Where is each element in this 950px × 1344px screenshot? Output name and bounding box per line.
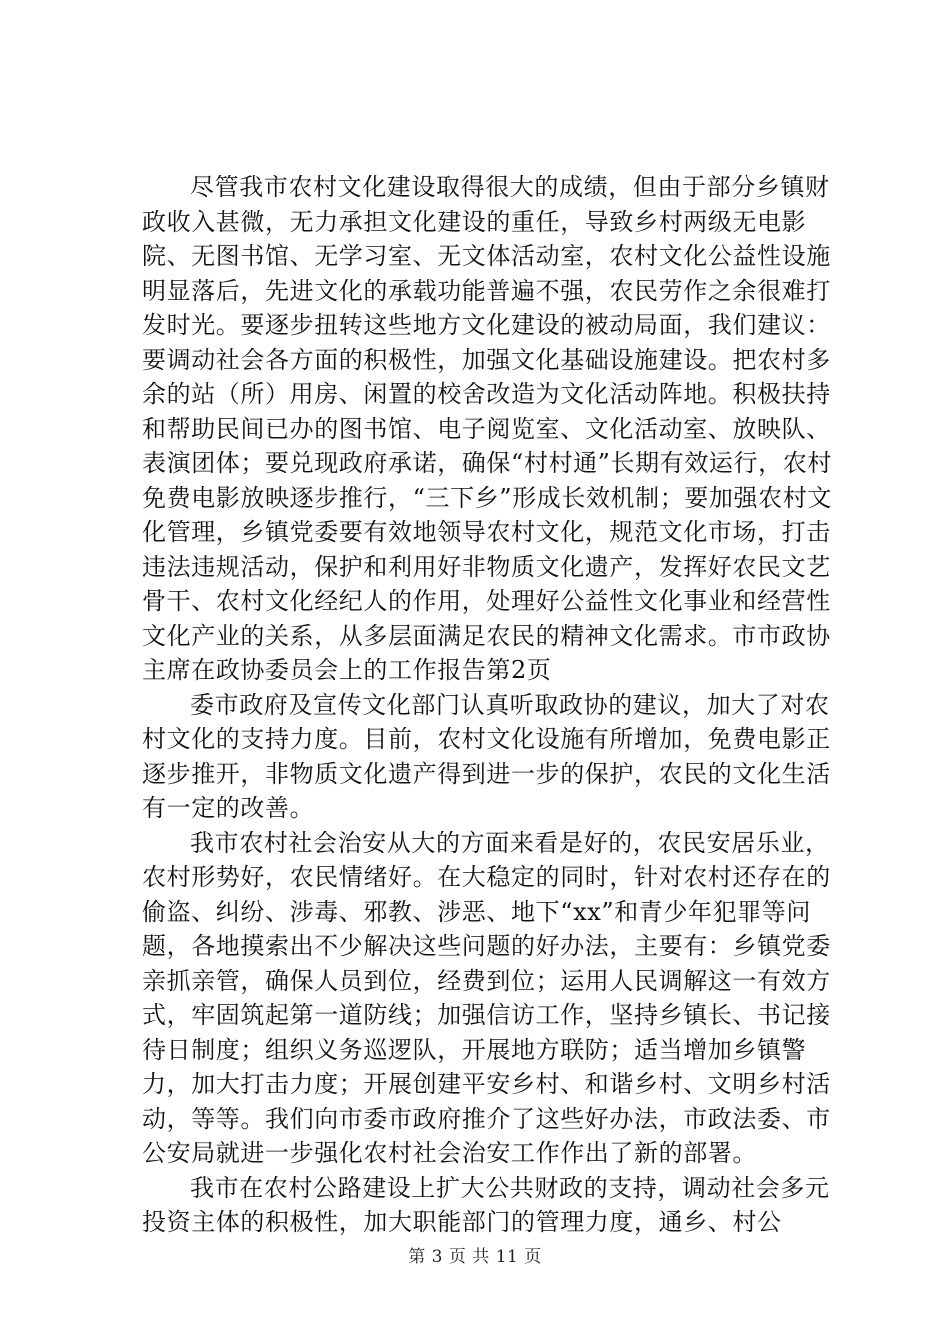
body-text [142,170,832,1240]
paragraph-rural-culture: 尽管我市农村文化建设取得很大的成绩，但由于部分乡镇财政收入甚微，无力承担文化建设的重任，导致乡村两级无电影院、无图书馆、无学习室、无文体活动室，农村文化公益性设施明显落后，先进文化的承载功能普遍不强，农民劳作之余很难打发时光。要逐步扭转这些地方文化建设的被动局面，我们建议：要调动社会各方面的积极性，加强文化基础设施建设。把农村多余的站（所）用房、闲置的校舍改造为文化活动阵地。积极扶持和帮助民间已办的图书馆、电子阅览室、文化活动室、放映队、表演团体；要兑现政府承诺，确保“村村通”长期有效运行，农村免费电影放映逐步推行，“三下乡”形成长效机制；要加强农村文化管理，乡镇党委要有效地领导农村文化，规范文化市场，打击违法违规活动，保护和利用好非物质文化遗产，发挥好农民文艺骨干、农村文化经纪人的作用，处理好公益性文化事业和经营性文化产业的关系，从多层面满足农民的精神文化需求。市市政协主席在政协委员会上的工作报告第2页 [142,173,832,684]
paragraph-government-response: 委市政府及宣传文化部门认真听取政协的建议，加大了对农村文化的支持力度。目前，农村文化设施有所增加，免费电影正逐步推开，非物质文化遗产得到进一步的保护，农民的文化生活有一定的改善。 [142,690,831,822]
paragraph-public-security: 我市农村社会治安从大的方面来看是好的，农民安居乐业，农村形势好，农民情绪好。在大稳定的同时，针对农村还存在的偷盗、纠纷、涉毒、邪教、涉恶、地下“xx”和青少年犯罪等问题，各地摸索出不少解决这些问题的好办法，主要有：乡镇党委亲抓亲管，确保人员到位，经费到位；运用人民调解这一有效方式，牢固筑起第一道防线；加强信访工作，坚持乡镇长、书记接待日制度；组织义务巡逻队，开展地方联防；适当增加乡镇警力，加大打击力度；开展创建平安乡村、和谐乡村、文明乡村活动，等等。我们向市委市政府推介了这些好办法，市政法委、市公安局就进一步强化农村社会治安工作作出了新的部署。 [142,828,831,1167]
page-footer: 第 3 页 共 11 页 [408,1247,542,1267]
paragraph-rural-roads: 我市在农村公路建设上扩大公共财政的支持，调动社会多元投资主体的积极性，加大职能部门的管理力度，通乡、村公 [142,1173,830,1236]
